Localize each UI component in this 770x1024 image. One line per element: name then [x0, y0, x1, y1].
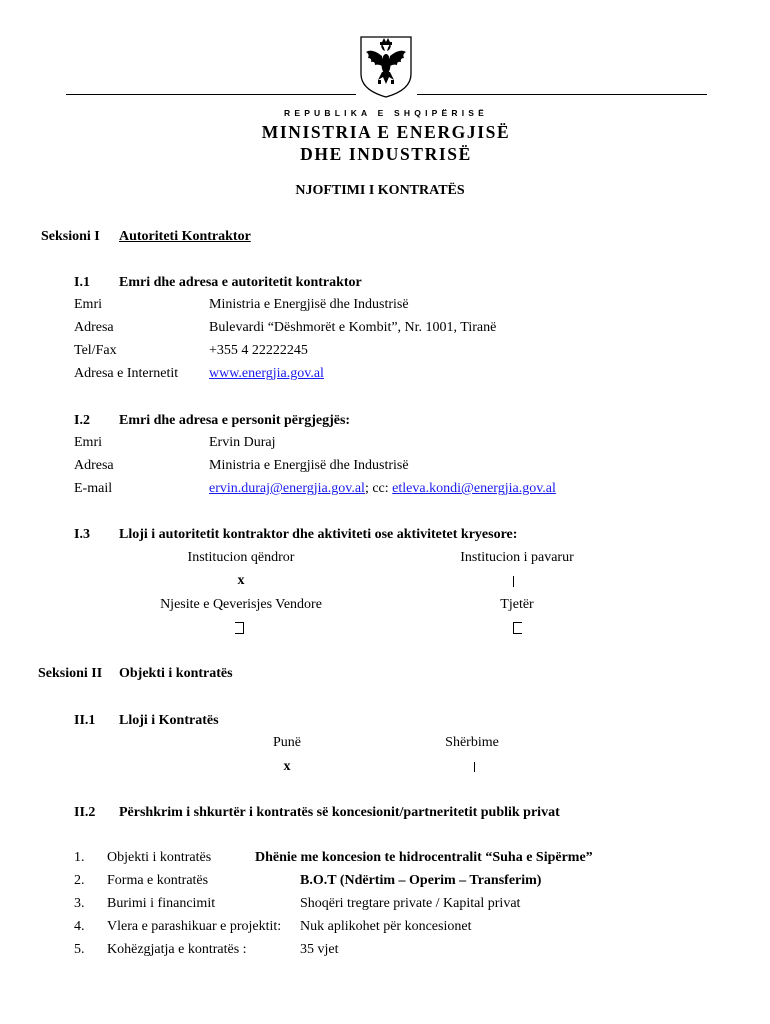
- i2-number: I.2: [74, 413, 90, 428]
- checkbox-independent-institution[interactable]: [513, 576, 516, 587]
- i1-label-name: Emri: [74, 297, 102, 312]
- list-item-number: 1.: [74, 850, 85, 865]
- i2-value-address: Ministria e Energjisë dhe Industrisë: [209, 458, 409, 473]
- header-rule-left: [66, 94, 356, 95]
- checkmark-central-institution[interactable]: x: [237, 573, 245, 588]
- section2-label: Seksioni II: [38, 666, 103, 681]
- i3-heading: Lloji i autoritetit kontraktor dhe aktiviteti ose aktivitetet kryesore:: [119, 527, 518, 542]
- i1-value-telfax: +355 4 22222245: [209, 343, 308, 358]
- option-local-government: Njesite e Qeverisjes Vendore: [160, 597, 322, 612]
- option-central-institution: Institucion qëndror: [187, 550, 295, 565]
- contract-form-value: B.O.T (Ndërtim – Operim – Transferim): [300, 873, 542, 888]
- emblem: [358, 34, 414, 100]
- contract-duration-value: 35 vjet: [300, 942, 339, 957]
- i1-label-address: Adresa: [74, 320, 114, 335]
- list-item-number: 4.: [74, 919, 85, 934]
- project-value-value: Nuk aplikohet për koncesionet: [300, 919, 472, 934]
- i2-value-name: Ervin Duraj: [209, 435, 276, 450]
- document-title: NJOFTIMI I KONTRATËS: [295, 183, 465, 198]
- contract-object-value: Dhënie me koncesion te hidrocentralit “Suha e Sipërme”: [255, 850, 593, 865]
- email-link-cc[interactable]: etleva.kondi@energjia.gov.al: [392, 481, 556, 496]
- i2-label-address: Adresa: [74, 458, 114, 473]
- ii1-number: II.1: [74, 713, 96, 728]
- header-rule-right: [417, 94, 707, 95]
- checkbox-services[interactable]: [474, 762, 477, 772]
- i1-label-telfax: Tel/Fax: [74, 343, 117, 358]
- ii2-heading: Përshkrim i shkurtër i kontratës së koncesionit/partneritetit publik privat: [119, 805, 560, 820]
- list-item-number: 3.: [74, 896, 85, 911]
- checkbox-local-government[interactable]: [235, 622, 244, 634]
- i3-number: I.3: [74, 527, 90, 542]
- list-item-number: 2.: [74, 873, 85, 888]
- option-independent-institution: Institucion i pavarur: [460, 550, 574, 565]
- section1-label: Seksioni I: [41, 229, 100, 244]
- ii2-number: II.2: [74, 805, 96, 820]
- i2-heading: Emri dhe adresa e personit përgjegjës:: [119, 413, 351, 428]
- i1-number: I.1: [74, 275, 90, 290]
- option-works: Punë: [273, 735, 301, 750]
- financing-source-label: Burimi i financimit: [107, 896, 216, 911]
- option-other: Tjetër: [500, 597, 534, 612]
- i2-label-name: Emri: [74, 435, 102, 450]
- i1-heading: Emri dhe adresa e autoritetit kontraktor: [119, 275, 362, 290]
- section1-title: Autoriteti Kontraktor: [119, 229, 251, 244]
- list-item-number: 5.: [74, 942, 85, 957]
- ministry-name-line2: DHE INDUSTRISË: [300, 144, 472, 164]
- i1-value-address: Bulevardi “Dëshmorët e Kombit”, Nr. 1001, Tiranë: [209, 320, 497, 335]
- email-separator: ; cc:: [364, 481, 393, 496]
- albanian-eagle-shield-icon: [358, 34, 414, 100]
- website-link[interactable]: www.energjia.gov.al: [209, 366, 324, 381]
- i2-value-email: [209, 481, 556, 497]
- section2-title: Objekti i kontratës: [119, 666, 233, 681]
- contract-form-label: Forma e kontratës: [107, 873, 209, 888]
- checkbox-other[interactable]: [513, 622, 522, 634]
- i2-label-email: E-mail: [74, 481, 113, 496]
- i1-value-name: Ministria e Energjisë dhe Industrisë: [209, 297, 409, 312]
- contract-duration-label: Kohëzgjatja e kontratës :: [107, 942, 247, 957]
- option-services: Shërbime: [445, 735, 499, 750]
- email-link-primary[interactable]: ervin.duraj@energjia.gov.al: [209, 481, 365, 496]
- checkmark-works[interactable]: x: [283, 759, 291, 774]
- contract-object-label: Objekti i kontratës: [107, 850, 212, 865]
- financing-source-value: Shoqëri tregtare private / Kapital privat: [300, 896, 521, 911]
- republic-name: REPUBLIKA E SHQIPËRISË: [283, 108, 489, 118]
- i1-label-website: Adresa e Internetit: [74, 366, 179, 381]
- ii1-heading: Lloji i Kontratës: [119, 713, 219, 728]
- ministry-name-line1: MINISTRIA E ENERGJISË: [261, 122, 511, 142]
- project-value-label: Vlera e parashikuar e projektit:: [107, 919, 282, 934]
